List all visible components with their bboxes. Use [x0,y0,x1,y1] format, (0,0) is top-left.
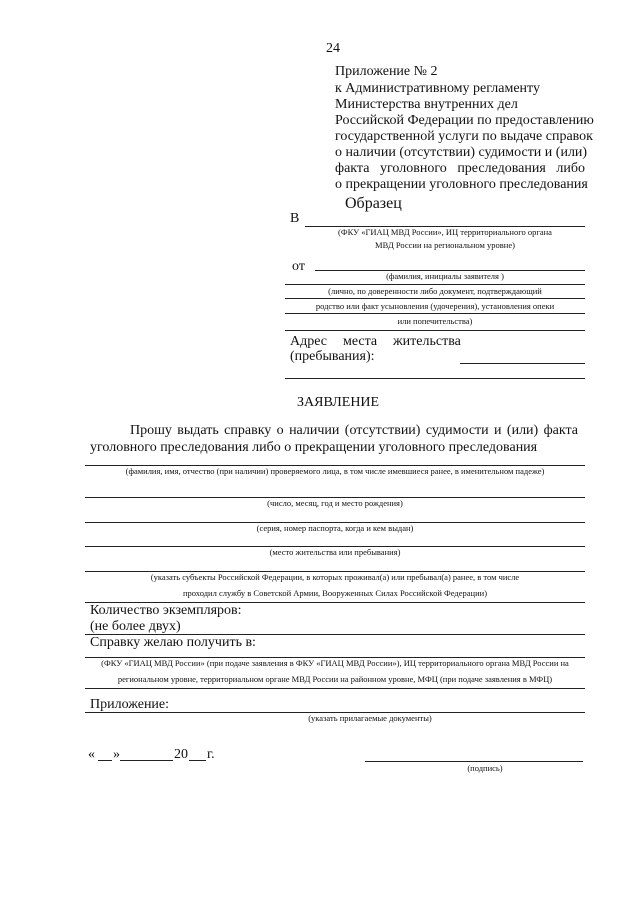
from-input-line-2[interactable] [285,284,585,285]
from-caption: (лично, по доверенности либо документ, подтверждающий [328,286,542,296]
appendix-title: Приложение № 2 [335,64,438,79]
signature-line[interactable] [365,761,583,762]
receive-caption: региональном уровне, территориальном органе МВД России на районном уровне, МФЦ (при подаче заявления в МФЦ) [117,674,553,684]
date-open-quote: « [88,747,95,762]
from-label: от [292,259,305,274]
from-input-line-3[interactable] [285,298,585,299]
to-label: В [290,211,300,226]
address-word: Адрес [290,334,328,349]
signature-caption: (подпись) [467,763,503,773]
sample-label: Образец [345,195,402,212]
copies-label: Количество экземпляров: [90,603,242,618]
fio-caption: (фамилия, имя, отчество (при наличии) проверяемого лица, в том числе имевшиеся ранее, в именительном падеже) [125,466,545,476]
appendix-line: Российской Федерации по предоставлению [335,113,594,128]
address-input-line[interactable] [460,363,585,364]
from-caption: или попечительства) [397,316,473,326]
appendix-line: к Административному регламенту [335,81,540,96]
page-number: 24 [326,41,340,56]
appendix-line: государственной услуги по выдаче справок [335,129,593,144]
appendix-line: о прекращении уголовного преследования [335,177,588,192]
from-input-line-5[interactable] [285,330,585,331]
address-input-line-2[interactable] [285,378,585,379]
date-month-line[interactable] [120,760,173,761]
request-text: уголовного преследования либо о прекращении уголовного преследования [90,440,538,455]
date-year-line[interactable] [189,760,206,761]
birth-caption: (число, месяц, год и место рождения) [267,498,403,508]
date-year-suffix: г. [207,747,215,762]
from-input-line-4[interactable] [285,313,585,314]
attachment-caption: (указать прилагаемые документы) [308,713,432,723]
from-caption: родство или факт усыновления (удочерения), установления опеки [315,301,555,311]
statement-heading: ЗАЯВЛЕНИЕ [297,395,380,410]
date-day-line[interactable] [98,760,112,761]
attachment-label: Приложение: [90,697,170,712]
receive-caption: (ФКУ «ГИАЦ МВД России» (при подаче заявления в ФКУ «ГИАЦ МВД России»), ИЦ территориального органа МВД России на [101,658,569,668]
address-word: места [343,334,378,349]
copies-note: (не более двух) [90,619,181,634]
residence-caption: (место жительства или пребывания) [269,547,401,557]
subjects-caption: проходил службу в Советской Армии, Вооруженных Силах Российской Федерации) [182,588,488,598]
request-text: Прошу выдать справку о наличии (отсутствии) судимости и (или) факта [130,423,578,438]
receive-label: Справку желаю получить в: [90,635,256,650]
subjects-caption: (указать субъекты Российской Федерации, в которых проживал(а) или пребывал(а) ранее, в том числе [150,572,520,582]
appendix-line: Министерства внутренних дел [335,97,518,112]
to-caption: (ФКУ «ГИАЦ МВД России», ИЦ территориального органа [338,227,552,237]
to-caption: МВД России на региональном уровне) [375,240,515,250]
appendix-line: факта уголовного преследования либо [335,161,585,176]
receive-input-line-2[interactable] [85,688,585,689]
from-caption: (фамилия, инициалы заявителя ) [386,271,504,281]
address-label: (пребывания): [290,349,375,364]
date-close-quote: » [113,747,120,762]
address-word: жительства [393,334,461,349]
appendix-line: о наличии (отсутствии) судимости и (или) [335,145,588,160]
date-year-prefix: 20 [174,747,188,762]
passport-caption: (серия, номер паспорта, когда и кем выдан) [256,523,414,533]
